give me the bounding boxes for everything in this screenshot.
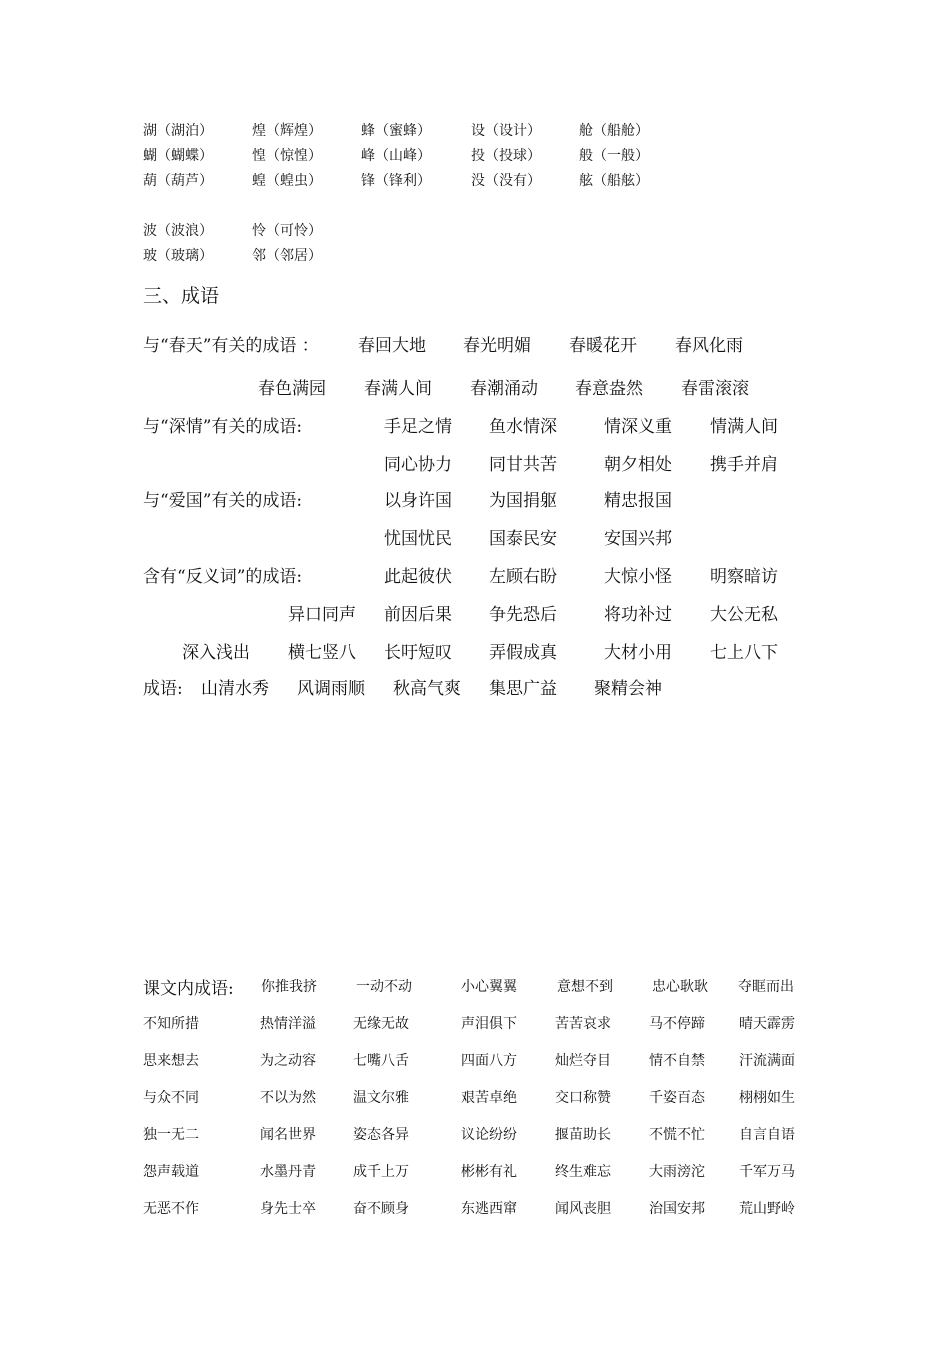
lesson-idiom-item: 不以为然 [260,1090,316,1106]
idiom-item: 前因后果 [384,605,452,625]
idiom-item: 朝夕相处 [604,455,672,475]
idiom-item: 同心协力 [384,455,452,475]
char-group-item: 湖（湖泊） [143,123,213,139]
lesson-idiom-item: 千军万马 [739,1164,795,1180]
char-group-item: 峰（山峰） [361,148,431,164]
lesson-idiom-item: 姿态各异 [353,1127,409,1143]
idiom-item: 横七竖八 [288,643,356,663]
idiom-item: 大公无私 [710,605,778,625]
char-group-item: 舷（船舷） [579,173,649,189]
char-group-item: 惶（惊惶） [252,148,322,164]
idiom-item: 将功补过 [604,605,672,625]
idiom-item: 春暖花开 [569,336,637,356]
lesson-idiom-item: 揠苗助长 [555,1127,611,1143]
lesson-idiom-item: 水墨丹青 [260,1164,316,1180]
section-title: 三、成语 [143,285,220,307]
lesson-idiom-item: 无缘无故 [353,1016,409,1032]
idiom-item: 以身许国 [384,491,452,511]
idiom-item: 国泰民安 [489,529,557,549]
char-group-item: 没（没有） [471,173,541,189]
lesson-idiom-item: 彬彬有礼 [461,1164,517,1180]
idiom-item: 春潮涌动 [470,379,538,399]
lesson-idiom-item: 无恶不作 [143,1201,199,1217]
lesson-idiom-item: 闻名世界 [260,1127,316,1143]
char-group-item: 波（波浪） [143,223,213,239]
lesson-idiom-item: 大雨滂沱 [649,1164,705,1180]
lesson-idiom-item: 东逃西窜 [461,1201,517,1217]
idiom-item: 左顾右盼 [489,567,557,587]
idiom-item: 秋高气爽 [393,679,461,699]
char-group-item: 玻（玻璃） [143,248,213,264]
idiom-item: 春雷滚滚 [681,379,749,399]
idiom-item: 异口同声 [288,605,356,625]
lesson-idiom-item: 你推我挤 [261,979,317,995]
char-group-item: 蝗（蝗虫） [252,173,322,189]
idiom-item: 争先恐后 [489,605,557,625]
idiom-item: 弄假成真 [489,643,557,663]
idiom-category-label: 课文内成语: [143,979,234,999]
idiom-item: 同甘共苦 [489,455,557,475]
idiom-item: 七上八下 [710,643,778,663]
idiom-item: 春回大地 [358,336,426,356]
lesson-idiom-item: 苦苦哀求 [555,1016,611,1032]
idiom-item: 手足之情 [384,417,452,437]
lesson-idiom-item: 温文尔雅 [353,1090,409,1106]
char-group-item: 葫（葫芦） [143,173,213,189]
lesson-idiom-item: 与众不同 [143,1090,199,1106]
lesson-idiom-item: 荒山野岭 [739,1201,795,1217]
idiom-category-label: 与“春天”有关的成语 ： [143,336,319,356]
idiom-item: 集思广益 [489,679,557,699]
lesson-idiom-item: 自言自语 [739,1127,795,1143]
lesson-idiom-item: 议论纷纷 [461,1127,517,1143]
lesson-idiom-item: 热情洋溢 [260,1016,316,1032]
idiom-category-label: 含有“反义词”的成语: [143,567,303,587]
lesson-idiom-item: 情不自禁 [649,1053,705,1069]
lesson-idiom-item: 汗流满面 [739,1053,795,1069]
lesson-idiom-item: 治国安邦 [649,1201,705,1217]
lesson-idiom-item: 终生难忘 [555,1164,611,1180]
idiom-item: 风调雨顺 [297,679,365,699]
idiom-item: 精忠报国 [604,491,672,511]
idiom-item: 春意盎然 [575,379,643,399]
idiom-item: 此起彼伏 [384,567,452,587]
idiom-item: 春色满园 [258,379,326,399]
char-group-item: 煌（辉煌） [252,123,322,139]
idiom-item: 携手并肩 [710,455,778,475]
lesson-idiom-item: 为之动容 [260,1053,316,1069]
idiom-item: 长吁短叹 [384,643,452,663]
idiom-item: 鱼水情深 [489,417,557,437]
lesson-idiom-item: 马不停蹄 [649,1016,705,1032]
lesson-idiom-item: 夺眶而出 [738,979,794,995]
idiom-item: 大材小用 [604,643,672,663]
idiom-category-label: 成语: [143,679,183,699]
idiom-item: 聚精会神 [594,679,662,699]
lesson-idiom-item: 交口称赞 [555,1090,611,1106]
lesson-idiom-item: 不知所措 [143,1016,199,1032]
lesson-idiom-item: 晴天霹雳 [739,1016,795,1032]
lesson-idiom-item: 闻风丧胆 [555,1201,611,1217]
lesson-idiom-item: 艰苦卓绝 [461,1090,517,1106]
lesson-idiom-item: 思来想去 [143,1053,199,1069]
lesson-idiom-item: 栩栩如生 [739,1090,795,1106]
lesson-idiom-item: 灿烂夺目 [555,1053,611,1069]
lesson-idiom-item: 身先士卒 [260,1201,316,1217]
idiom-item: 安国兴邦 [604,529,672,549]
lesson-idiom-item: 意想不到 [557,979,613,995]
idiom-item: 春风化雨 [675,336,743,356]
char-group-item: 锋（锋利） [361,173,431,189]
char-group-item: 邻（邻居） [252,248,322,264]
lesson-idiom-item: 千姿百态 [649,1090,705,1106]
lesson-idiom-item: 怨声载道 [143,1164,199,1180]
lesson-idiom-item: 七嘴八舌 [353,1053,409,1069]
lesson-idiom-item: 声泪俱下 [461,1016,517,1032]
idiom-item: 为国捐躯 [489,491,557,511]
idiom-item: 山清水秀 [201,679,269,699]
char-group-item: 投（投球） [471,148,541,164]
idiom-item: 大惊小怪 [604,567,672,587]
idiom-item: 春满人间 [364,379,432,399]
lesson-idiom-item: 四面八方 [461,1053,517,1069]
lesson-idiom-item: 忠心耿耿 [652,979,708,995]
idiom-category-label: 与“爱国”有关的成语: [143,491,303,511]
char-group-item: 舱（船舱） [579,123,649,139]
lesson-idiom-item: 小心翼翼 [461,979,517,995]
idiom-category-label: 与“深情”有关的成语: [143,417,303,437]
idiom-item: 春光明媚 [463,336,531,356]
char-group-item: 怜（可怜） [252,223,322,239]
idiom-item: 深入浅出 [182,643,250,663]
char-group-item: 蝴（蝴蝶） [143,148,213,164]
char-group-item: 般（一般） [579,148,649,164]
idiom-item: 情满人间 [710,417,778,437]
lesson-idiom-item: 成千上万 [353,1164,409,1180]
char-group-item: 蜂（蜜蜂） [361,123,431,139]
lesson-idiom-item: 一动不动 [356,979,412,995]
lesson-idiom-item: 奋不顾身 [353,1201,409,1217]
lesson-idiom-item: 不慌不忙 [649,1127,705,1143]
idiom-item: 情深义重 [604,417,672,437]
idiom-item: 忧国忧民 [384,529,452,549]
lesson-idiom-item: 独一无二 [143,1127,199,1143]
idiom-item: 明察暗访 [710,567,778,587]
char-group-item: 设（设计） [471,123,541,139]
